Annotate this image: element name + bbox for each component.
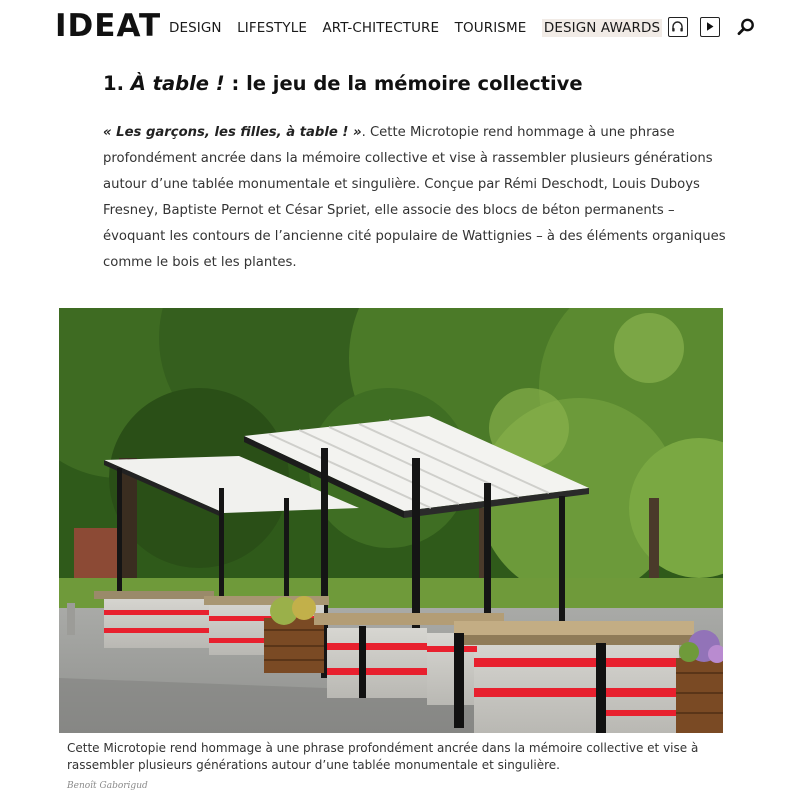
nav-item-tourisme[interactable]: TOURISME [454, 20, 527, 36]
search-icon[interactable] [736, 17, 756, 37]
intro-quote: « Les garçons, les filles, à table ! » [103, 125, 362, 140]
heading-rest: : le jeu de la mémoire collective [224, 72, 583, 95]
intro-paragraph [103, 120, 733, 276]
heading-number: 1. [103, 72, 131, 95]
site-header [0, 0, 800, 56]
nav-item-design-awards[interactable]: DESIGN AWARDS [543, 20, 661, 36]
site-logo[interactable]: IDEAT [55, 8, 162, 44]
intro-text: . Cette Microtopie rend hommage à une phrase profondément ancrée dans la mémoire collective et vise à rassembler plusieurs générations autour d’une tablée monumentale et singulière. Conçue par Rémi Deschodt, Louis Duboys Fresney, Baptiste Pernot et César Spriet, elle associe des blocs de béton permanents – évoquant les contours de l’ancienne cité populaire de Wattignies – à des éléments organiques comme le bois et les plantes. [103, 125, 726, 270]
photo-credit: Benoît Gaborigud [67, 781, 148, 791]
photo-caption: Cette Microtopie rend hommage à une phrase profondément ancrée dans la mémoire collective et vise à rassembler plusieurs générations autour d’une tablée monumentale et singulière. [67, 741, 699, 772]
main-nav [169, 19, 678, 37]
nav-item-lifestyle[interactable]: LIFESTYLE [237, 20, 307, 36]
article-photo [59, 308, 723, 733]
headphones-icon[interactable] [668, 17, 688, 37]
nav-item-design[interactable]: DESIGN [169, 20, 222, 36]
heading-title: À table ! [130, 72, 225, 95]
nav-item-art-chitecture[interactable]: ART-CHITECTURE [322, 20, 440, 36]
section-heading [103, 72, 583, 95]
play-icon[interactable] [700, 17, 720, 37]
